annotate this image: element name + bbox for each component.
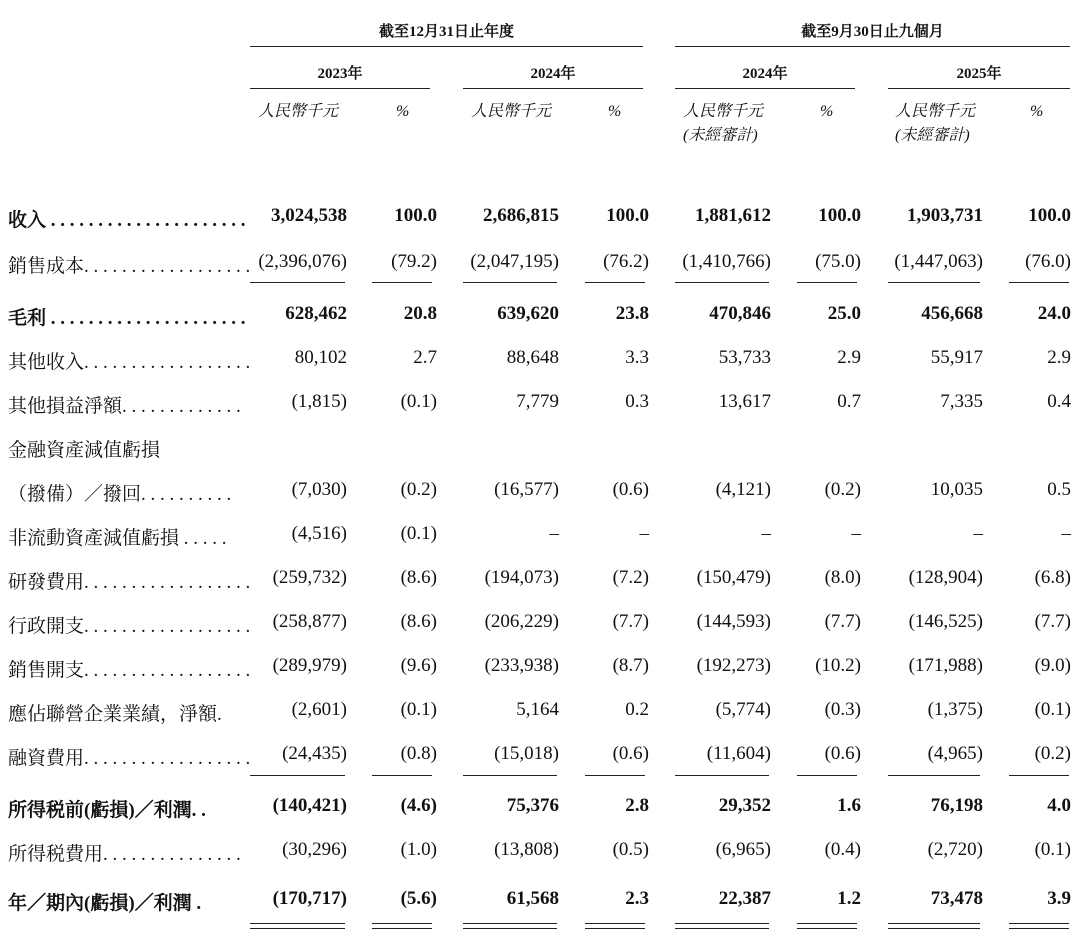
percent-cell: (0.1) <box>1034 699 1071 720</box>
total-double-rule <box>585 928 645 929</box>
amount-cell: (128,904) <box>908 567 983 588</box>
total-double-rule <box>372 928 432 929</box>
percent-cell: (0.1) <box>400 699 437 720</box>
header-year-2025-9m: 2025年 <box>956 66 1002 82</box>
amount-cell: (4,965) <box>927 743 983 764</box>
percent-cell: 2.9 <box>837 347 861 368</box>
total-double-rule <box>797 923 857 924</box>
percent-cell: 100.0 <box>394 205 437 226</box>
unit-pct: % <box>608 103 622 120</box>
row-label: 非流動資產減值虧損 . . . . . <box>8 528 227 549</box>
header-year-rule <box>888 88 1070 89</box>
percent-cell: (0.6) <box>612 743 649 764</box>
amount-cell: 61,568 <box>506 888 559 909</box>
percent-cell: (79.2) <box>391 251 437 272</box>
header-group-annual: 截至12月31日止年度 <box>378 24 514 40</box>
row-label: 行政開支. . . . . . . . . . . . . . . . . . <box>8 616 251 637</box>
percent-cell: (8.0) <box>824 567 861 588</box>
amount-cell: 470,846 <box>709 303 771 324</box>
amount-cell: 1,881,612 <box>695 205 771 226</box>
percent-cell: 20.8 <box>403 303 437 324</box>
percent-cell: (6.8) <box>1034 567 1071 588</box>
subtotal-rule <box>797 775 857 776</box>
total-double-rule <box>372 923 432 924</box>
percent-cell: (0.6) <box>824 743 861 764</box>
total-double-rule <box>463 928 557 929</box>
amount-cell: 22,387 <box>718 888 771 909</box>
row-label: 融資費用. . . . . . . . . . . . . . . . . . <box>8 748 251 769</box>
amount-cell: 80,102 <box>294 347 347 368</box>
subtotal-rule <box>675 775 769 776</box>
percent-cell: 2.3 <box>625 888 649 909</box>
percent-cell: (7.7) <box>1034 611 1071 632</box>
percent-cell: (4.6) <box>400 795 437 816</box>
amount-cell: (171,988) <box>908 655 983 676</box>
percent-cell: (76.2) <box>603 251 649 272</box>
unit-pct: % <box>820 103 834 120</box>
amount-cell: 1,903,731 <box>907 205 983 226</box>
amount-cell: 7,335 <box>940 391 983 412</box>
amount-cell: (1,447,063) <box>894 251 983 272</box>
row-label: 毛利 . . . . . . . . . . . . . . . . . . . . . <box>8 308 246 329</box>
percent-cell: 3.9 <box>1047 888 1071 909</box>
percent-cell: – <box>1061 523 1071 544</box>
amount-cell: (146,525) <box>908 611 983 632</box>
amount-cell: (4,516) <box>291 523 347 544</box>
subtotal-rule <box>463 282 557 283</box>
row-label: 銷售開支. . . . . . . . . . . . . . . . . . <box>8 660 251 681</box>
percent-cell: (10.2) <box>815 655 861 676</box>
percent-cell: 1.6 <box>837 795 861 816</box>
percent-cell: (7.7) <box>612 611 649 632</box>
row-label: 應佔聯營企業業績，淨額. <box>8 704 222 725</box>
percent-cell: (0.3) <box>824 699 861 720</box>
percent-cell: (9.6) <box>400 655 437 676</box>
percent-cell: 0.3 <box>625 391 649 412</box>
percent-cell: (5.6) <box>400 888 437 909</box>
percent-cell: 3.3 <box>625 347 649 368</box>
unit-pct: % <box>1030 103 1044 120</box>
row-label: 金融資產減值虧損 <box>8 440 161 461</box>
percent-cell: (75.0) <box>815 251 861 272</box>
amount-cell: (24,435) <box>282 743 347 764</box>
amount-cell: (16,577) <box>494 479 559 500</box>
amount-cell: (258,877) <box>272 611 347 632</box>
percent-cell: (8.6) <box>400 567 437 588</box>
amount-cell: (2,601) <box>291 699 347 720</box>
unit-pct: % <box>396 103 410 120</box>
row-label: 其他損益淨額. . . . . . . . . . . . . <box>8 396 241 417</box>
percent-cell: (7.2) <box>612 567 649 588</box>
unit-amount-unaudited: 人民幣千元 (未經審計) <box>683 103 764 144</box>
header-year-rule <box>250 88 430 89</box>
percent-cell: – <box>639 523 649 544</box>
header-year-2024: 2024年 <box>530 66 576 82</box>
percent-cell: 100.0 <box>606 205 649 226</box>
percent-cell: 25.0 <box>827 303 861 324</box>
amount-cell: (144,593) <box>696 611 771 632</box>
unit-amount-unaudited: 人民幣千元 (未經審計) <box>895 103 976 144</box>
row-label: 其他收入. . . . . . . . . . . . . . . . . . <box>8 352 251 373</box>
amount-cell: (1,410,766) <box>682 251 771 272</box>
amount-cell: 88,648 <box>506 347 559 368</box>
subtotal-rule <box>888 775 980 776</box>
percent-cell: 2.7 <box>413 347 437 368</box>
amount-cell: 5,164 <box>516 699 559 720</box>
row-label: （撥備）／撥回. . . . . . . . . . <box>8 484 232 505</box>
amount-cell: (15,018) <box>494 743 559 764</box>
amount-cell: 13,617 <box>718 391 771 412</box>
amount-cell: 76,198 <box>930 795 983 816</box>
percent-cell: (0.2) <box>1034 743 1071 764</box>
amount-cell: 75,376 <box>506 795 559 816</box>
amount-cell: (150,479) <box>696 567 771 588</box>
amount-cell: – <box>973 523 983 544</box>
amount-cell: (194,073) <box>484 567 559 588</box>
amount-cell: (170,717) <box>272 888 347 909</box>
percent-cell: (1.0) <box>400 839 437 860</box>
total-double-rule <box>675 923 769 924</box>
unit-amount: 人民幣千元 <box>258 103 339 120</box>
header-group-nine-months: 截至9月30日止九個月 <box>801 24 944 40</box>
amount-cell: (2,720) <box>927 839 983 860</box>
amount-cell: (206,229) <box>484 611 559 632</box>
percent-cell: (0.4) <box>824 839 861 860</box>
percent-cell: (0.1) <box>400 523 437 544</box>
total-double-rule <box>888 928 980 929</box>
percent-cell: 23.8 <box>615 303 649 324</box>
row-label: 所得税費用. . . . . . . . . . . . . . . <box>8 844 241 865</box>
header-year-2023: 2023年 <box>317 66 363 82</box>
percent-cell: 0.4 <box>1047 391 1071 412</box>
amount-cell: 29,352 <box>718 795 771 816</box>
row-label: 所得税前(虧損)／利潤. . <box>8 800 206 821</box>
percent-cell: 2.8 <box>625 795 649 816</box>
percent-cell: 1.2 <box>837 888 861 909</box>
header-year-2024-9m: 2024年 <box>742 66 788 82</box>
percent-cell: (8.7) <box>612 655 649 676</box>
amount-cell: (4,121) <box>715 479 771 500</box>
amount-cell: (6,965) <box>715 839 771 860</box>
subtotal-rule <box>250 775 345 776</box>
subtotal-rule <box>250 282 345 283</box>
percent-cell: 2.9 <box>1047 347 1071 368</box>
amount-cell: 2,686,815 <box>483 205 559 226</box>
subtotal-rule <box>1009 282 1069 283</box>
amount-cell: (1,815) <box>291 391 347 412</box>
percent-cell: – <box>851 523 861 544</box>
amount-cell: (192,273) <box>696 655 771 676</box>
row-label: 研發費用. . . . . . . . . . . . . . . . . . <box>8 572 251 593</box>
percent-cell: (0.2) <box>824 479 861 500</box>
amount-cell: (259,732) <box>272 567 347 588</box>
amount-cell: 55,917 <box>930 347 983 368</box>
total-double-rule <box>1009 928 1069 929</box>
total-double-rule <box>675 928 769 929</box>
percent-cell: (8.6) <box>400 611 437 632</box>
subtotal-rule <box>675 282 769 283</box>
percent-cell: 24.0 <box>1037 303 1071 324</box>
subtotal-rule <box>585 282 645 283</box>
header-group-rule <box>675 46 1070 47</box>
amount-cell: 628,462 <box>285 303 347 324</box>
total-double-rule <box>463 923 557 924</box>
percent-cell: (0.1) <box>1034 839 1071 860</box>
amount-cell: (7,030) <box>291 479 347 500</box>
amount-cell: 456,668 <box>921 303 983 324</box>
percent-cell: 0.7 <box>837 391 861 412</box>
percent-cell: 0.2 <box>625 699 649 720</box>
amount-cell: (11,604) <box>706 743 771 764</box>
amount-cell: (140,421) <box>272 795 347 816</box>
amount-cell: (2,396,076) <box>258 251 347 272</box>
total-double-rule <box>250 928 345 929</box>
amount-cell: (5,774) <box>715 699 771 720</box>
percent-cell: (9.0) <box>1034 655 1071 676</box>
subtotal-rule <box>372 282 432 283</box>
total-double-rule <box>888 923 980 924</box>
percent-cell: 100.0 <box>818 205 861 226</box>
header-year-rule <box>463 88 643 89</box>
percent-cell: 4.0 <box>1047 795 1071 816</box>
row-label: 年／期內(虧損)／利潤 . <box>8 893 202 914</box>
total-double-rule <box>797 928 857 929</box>
amount-cell: 7,779 <box>516 391 559 412</box>
percent-cell: (76.0) <box>1025 251 1071 272</box>
total-double-rule <box>250 923 345 924</box>
percent-cell: (0.2) <box>400 479 437 500</box>
row-label: 收入 . . . . . . . . . . . . . . . . . . . . . <box>8 210 246 231</box>
amount-cell: 53,733 <box>718 347 771 368</box>
amount-cell: (2,047,195) <box>470 251 559 272</box>
amount-cell: (30,296) <box>282 839 347 860</box>
percent-cell: (0.6) <box>612 479 649 500</box>
amount-cell: – <box>549 523 559 544</box>
subtotal-rule <box>585 775 645 776</box>
percent-cell: 0.5 <box>1047 479 1071 500</box>
percent-cell: (0.5) <box>612 839 649 860</box>
percent-cell: (0.1) <box>400 391 437 412</box>
percent-cell: (7.7) <box>824 611 861 632</box>
amount-cell: 3,024,538 <box>271 205 347 226</box>
total-double-rule <box>585 923 645 924</box>
amount-cell: – <box>761 523 771 544</box>
unit-amount: 人民幣千元 <box>471 103 552 120</box>
subtotal-rule <box>463 775 557 776</box>
header-year-rule <box>675 88 855 89</box>
amount-cell: (233,938) <box>484 655 559 676</box>
amount-cell: 10,035 <box>930 479 983 500</box>
amount-cell: (1,375) <box>927 699 983 720</box>
amount-cell: 73,478 <box>930 888 983 909</box>
subtotal-rule <box>797 282 857 283</box>
percent-cell: 100.0 <box>1028 205 1071 226</box>
subtotal-rule <box>888 282 980 283</box>
percent-cell: (0.8) <box>400 743 437 764</box>
total-double-rule <box>1009 923 1069 924</box>
header-group-rule <box>250 46 643 47</box>
subtotal-rule <box>1009 775 1069 776</box>
subtotal-rule <box>372 775 432 776</box>
row-label: 銷售成本. . . . . . . . . . . . . . . . . . <box>8 256 251 277</box>
amount-cell: (13,808) <box>494 839 559 860</box>
amount-cell: (289,979) <box>272 655 347 676</box>
amount-cell: 639,620 <box>497 303 559 324</box>
